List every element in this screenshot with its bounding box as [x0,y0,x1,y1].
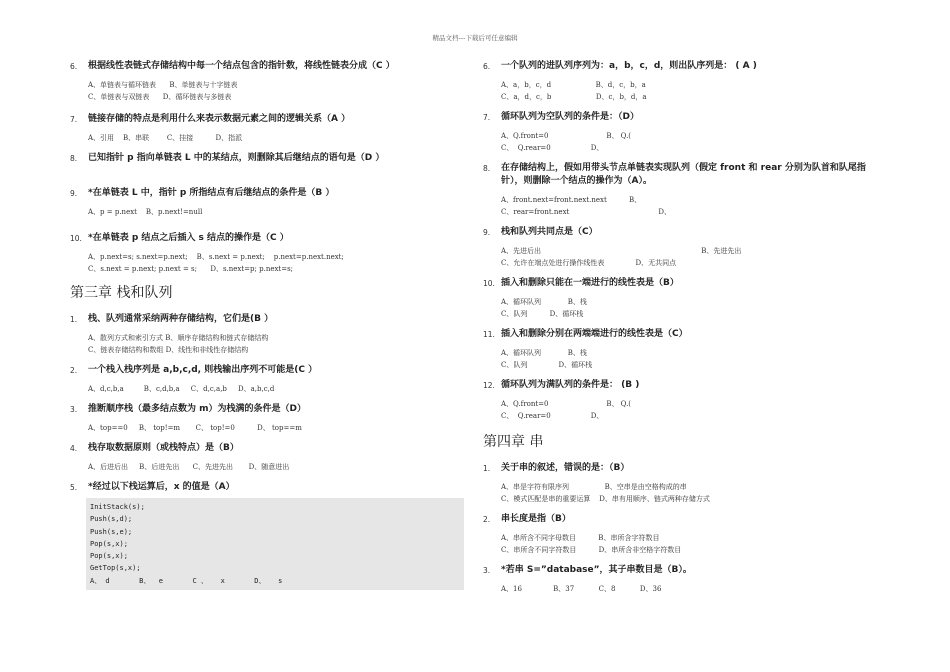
options: A、 d B、 e C 、 x D、 s [90,576,283,585]
question-number: 1. [483,464,491,473]
question [70,442,470,455]
question [70,364,470,377]
options: A、循环队列 B、栈 C、队列 D、循环栈 [501,298,587,318]
options: A、p = p.next B、p.next!=null [88,208,203,216]
question-text: *在单链表 L 中，指针 p 所指结点有后继结点的条件是（B ） [88,188,335,198]
question [70,232,470,245]
question-text: 根据线性表链式存储结构中每一个结点包含的指针数，将线性链表分成（C ） [88,61,395,71]
question [70,187,470,200]
question-text: 插入和删除分别在两端端进行的线性表是（C） [501,329,688,339]
question [483,162,888,188]
options: A、front.next=front.next.next B、 C、rear=front.next D、 [501,196,671,216]
options: A、后进后出 B、后进先出 C、先进先出 D、随意进出 [88,463,290,471]
question-number: 9. [483,228,491,237]
question-text: 循环队列为满队列的条件是： (B ) [501,380,640,390]
options: A、串所含不同字母数目 B、串所含字符数目 C、串所含不同字符数目 D、串所含非空格字符数目 [501,534,682,554]
chapter-title: 第四章 串 [483,434,544,450]
question [70,152,470,165]
question-text: 在存储结构上，假如用带头节点单链表实现队列（假定 front 和 rear 分别为队首和队尾指针），则删除一个结点的操作为（A）。 [501,163,866,186]
question [483,513,888,526]
options: A、先进后出 B、先进先出 C、允许在端点处进行操作线性表 D、无共同点 [501,247,742,267]
question [483,111,888,124]
question-text: 链接存储的特点是利用什么来表示数据元素之间的逻辑关系（A ） [88,114,351,124]
code-block: InitStack(s); Push(s,d); Push(s,e); Pop(s,x); Pop(s,x); GetTop(s,x); A、 d B、 e C 、 x D、 s [86,498,464,590]
question [483,328,888,341]
options: A、串是字符有限序列 B、空串是由空格构成的串 C、模式匹配是串的重要运算 D、串有用顺序、链式两种存储方式 [501,483,710,503]
question-number: 8. [483,164,491,173]
question-text: 关于串的叙述，错误的是：（B） [501,463,630,473]
options: A、引用 B、串联 C、挂接 D、指派 [88,134,243,142]
question-number: 3. [70,405,78,414]
options: A、循环队列 B、栈 C、队列 D、循环栈 [501,349,593,369]
options: A、Q.front=0 B、 Q.( C、 Q.rear=0 D、 [501,132,632,152]
question-text: 推断顺序栈（最多结点数为 m）为栈满的条件是（D） [88,404,306,414]
question-number: 1. [70,315,78,324]
question-number: 3. [483,566,491,575]
options: A、a，b，c，d B、d，c，b，a C、a，d，c，b D、c，b，d，a [501,81,647,101]
question-number: 2. [70,366,78,375]
question-text: *经过以下栈运算后，x 的值是（A） [88,482,235,492]
question [70,113,470,126]
question-text: 一个队列的进队列序列为：a，b，c，d，则出队序列是： ( A ) [501,61,757,71]
options: A、p.next=s; s.next=p.next; B、s.next = p.next; p.next=p.next.next; C、s.next = p.next; p.next = s; D、s.next=p; p.next=s; [88,253,344,273]
question-number: 10. [70,234,82,243]
page-header: 精品文档---下载后可任意编辑 [432,34,518,42]
question [70,60,470,73]
question-number: 2. [483,515,491,524]
question-text: *在单链表 p 结点之后插入 s 结点的操作是（C ） [88,233,289,243]
question-number: 10. [483,279,495,288]
question-text: 栈存取数据原则（或栈特点）是（B） [88,443,239,453]
question-number: 7. [70,115,78,124]
options: A、d,c,b,a B、c,d,b,a C、d,c,a,b D、a,b,c,d [88,385,275,393]
question-text: 一个栈入栈序列是 a,b,c,d, 则栈输出序列不可能是(C ） [88,365,318,375]
question [483,379,888,392]
question [70,481,470,494]
question-number: 9. [70,189,78,198]
question-text: 栈和队列共同点是（C） [501,227,598,237]
question-text: 循环队列为空队列的条件是：（D） [501,112,639,122]
question-text: *若串 S=”database”，其子串数目是（B）。 [501,565,692,575]
options: A、16 B、37 C、8 D、36 [501,585,662,593]
question-number: 7. [483,113,491,122]
question-number: 8. [70,154,78,163]
options: A、单链表与循环链表 B、单链表与十字链表 C、单链表与双链表 D、循环链表与多链表 [88,81,238,101]
question-text: 插入和删除只能在一端进行的线性表是（B） [501,278,679,288]
options: A、Q.front=0 B、 Q.( C、 Q.rear=0 D、 [501,400,632,420]
options: A、散列方式和索引方式 B、顺序存储结构和链式存储结构 C、链表存储结构和数组 D、线性和非线性存储结构 [88,334,269,354]
question-number: 11. [483,330,495,339]
question-number: 12. [483,381,495,390]
question-text: 串长度是指（B） [501,514,571,524]
question [483,462,888,475]
chapter-title: 第三章 栈和队列 [70,285,173,301]
question-text: 已知指针 p 指向单链表 L 中的某结点，则删除其后继结点的语句是（D ） [88,153,385,163]
question-text: 栈、队列通常采纳两种存储结构，它们是(B ） [88,314,274,324]
question-number: 5. [70,483,78,492]
options: A、top==0 B、 top!=m C、 top!=0 D、 top==m [88,424,302,432]
question [70,313,470,326]
question [483,60,888,73]
question [483,226,888,239]
left-column [70,60,470,590]
question-number: 4. [70,444,78,453]
question-number: 6. [70,62,78,71]
question-number: 6. [483,62,491,71]
question [483,277,888,290]
right-column [483,60,888,595]
question [483,564,888,577]
question [70,403,470,416]
